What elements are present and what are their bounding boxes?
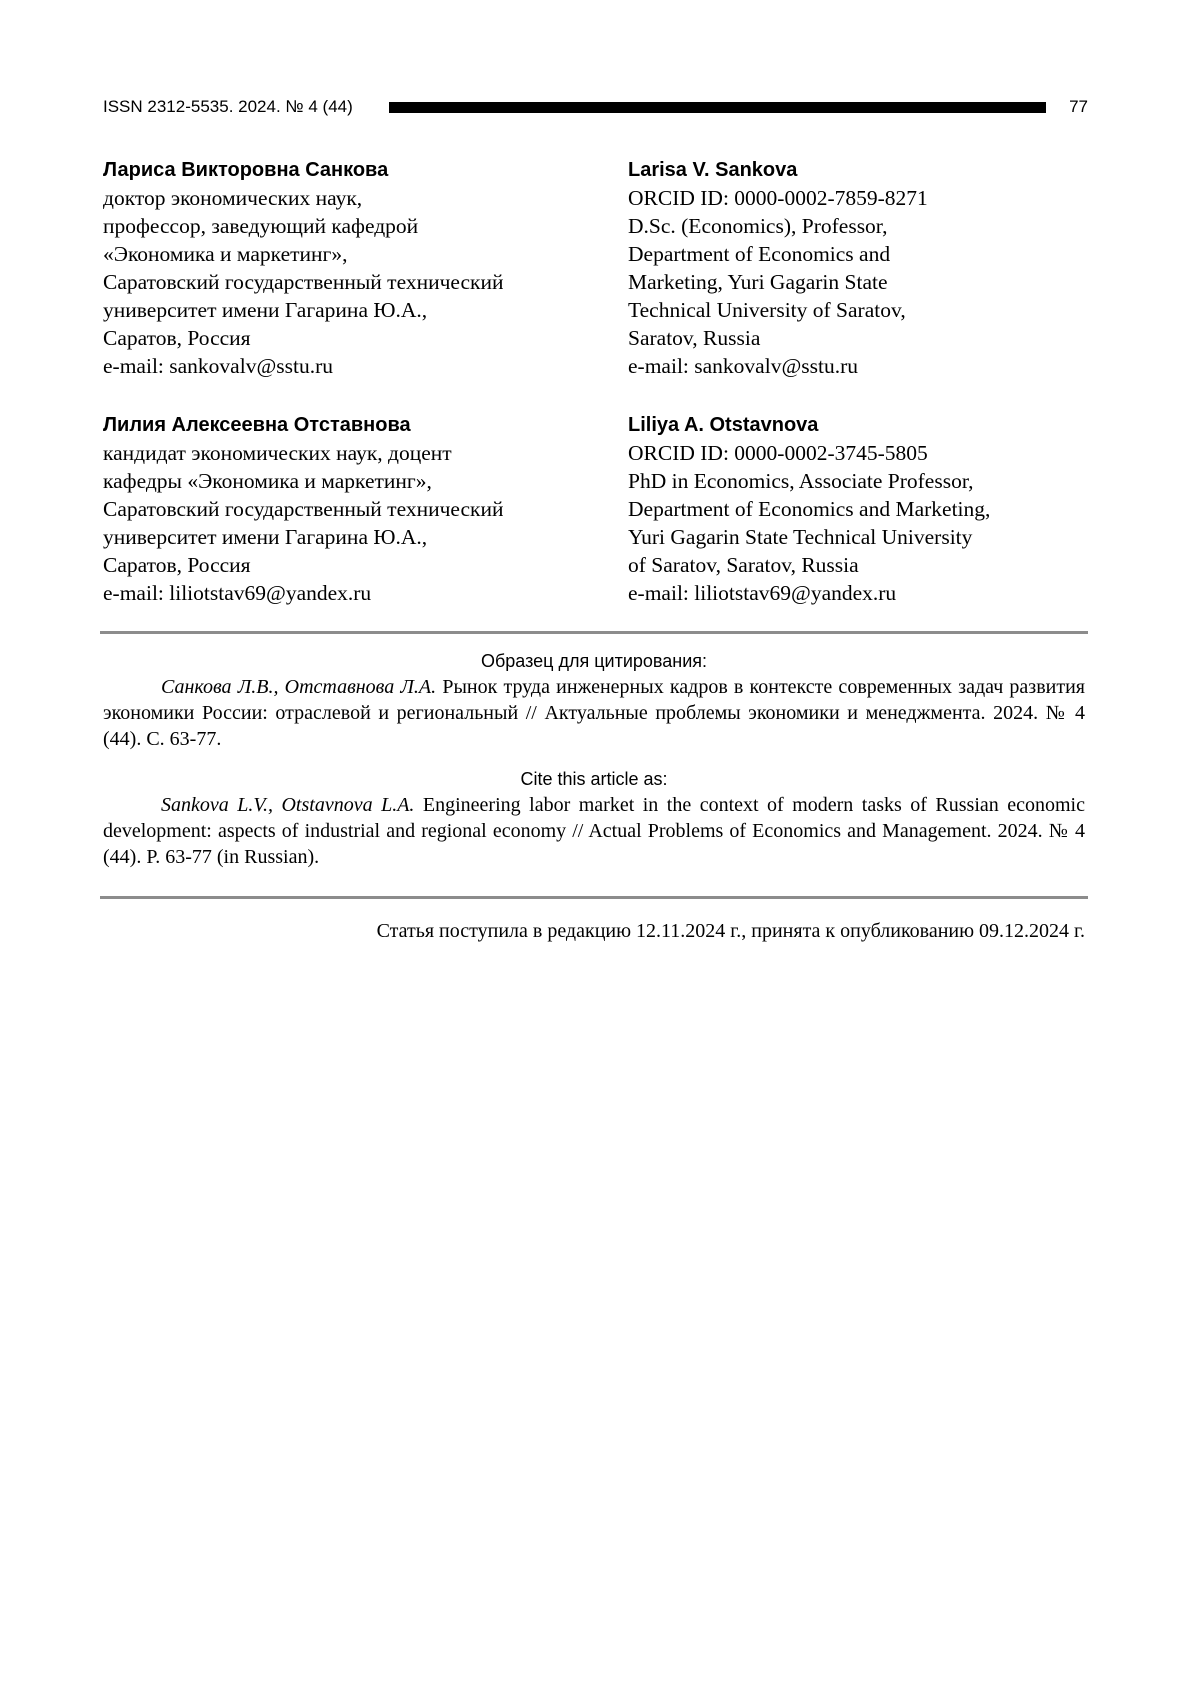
author-name-en: Liliya A. Otstavnova: [628, 414, 819, 436]
author-orcid: ORCID ID: 0000-0002-7859-8271: [628, 186, 928, 210]
author-name-ru: Лилия Алексеевна Отставнова: [103, 414, 411, 436]
author-line: PhD in Economics, Associate Professor,: [628, 469, 974, 493]
citation-heading-en: Cite this article as:: [520, 769, 668, 789]
citation-en: [103, 792, 1085, 870]
journal-issn: ISSN 2312-5535. 2024. № 4 (44): [103, 97, 353, 116]
author-line: Саратов, Россия: [103, 326, 251, 350]
author-line: кандидат экономических наук, доцент: [103, 441, 452, 465]
author-email: e-mail: liliotstav69@yandex.ru: [628, 581, 897, 605]
author-line: университет имени Гагарина Ю.А.,: [103, 525, 428, 549]
author-email: e-mail: sankovalv@sstu.ru: [103, 354, 333, 378]
citation-heading-ru: Образец для цитирования:: [480, 651, 708, 671]
author-name-ru: Лариса Викторовна Санкова: [103, 159, 389, 181]
author-line: Department of Economics and Marketing,: [628, 497, 991, 521]
author-line: профессор, заведующий кафедрой: [103, 214, 419, 238]
citation-authors-ru: Санкова Л.В., Отставнова Л.А.: [161, 676, 437, 698]
author-line: кафедры «Экономика и маркетинг»,: [103, 469, 432, 493]
received-note: Статья поступила в редакцию 12.11.2024 г., принята к опубликованию 09.12.2024 г.: [376, 920, 1085, 942]
running-header: [103, 95, 1088, 119]
author-line: Саратов, Россия: [103, 553, 251, 577]
author-block: [103, 411, 1088, 641]
author-line: Department of Economics and: [628, 242, 891, 266]
author-orcid: ORCID ID: 0000-0002-3745-5805: [628, 441, 928, 465]
author-name-en: Larisa V. Sankova: [628, 159, 798, 181]
citation-authors-en: Sankova L.V., Otstavnova L.A.: [161, 794, 415, 816]
citation-ru: [103, 674, 1085, 752]
author-block: [103, 156, 1088, 411]
author-line: университет имени Гагарина Ю.А.,: [103, 298, 428, 322]
author-line: of Saratov, Saratov, Russia: [628, 553, 859, 577]
author-line: Yuri Gagarin State Technical University: [628, 525, 973, 549]
author-line: Technical University of Saratov,: [628, 298, 906, 322]
citation-text-ru: Рынок труда инженерных кадров в контексте современных задач развития экономики России: отраслевой и региональный // Актуальные проблемы экономики и менеджмента. 2024. № 4 (44). С. 63-77.: [103, 676, 1085, 750]
header-bar: [389, 102, 1046, 113]
author-ru: [103, 411, 618, 607]
author-line: доктор экономических наук,: [103, 186, 363, 210]
author-line: Саратовский государственный технический: [103, 270, 504, 294]
author-en: [628, 156, 1098, 380]
author-email: e-mail: liliotstav69@yandex.ru: [103, 581, 372, 605]
author-line: «Экономика и маркетинг»,: [103, 242, 348, 266]
divider: [100, 631, 1088, 634]
citation-text-en: Engineering labor market in the context of modern tasks of Russian economic development: aspects of industrial and regional economy // Actual Problems of Economics and Management. 2024. № 4 (44). P. 63-77 (in Russian).: [103, 794, 1085, 868]
author-ru: [103, 156, 618, 380]
divider: [100, 896, 1088, 899]
author-email: e-mail: sankovalv@sstu.ru: [628, 354, 858, 378]
author-line: Саратовский государственный технический: [103, 497, 504, 521]
author-info: [103, 156, 1088, 641]
page-number: 77: [1069, 97, 1088, 116]
author-en: [628, 411, 1098, 607]
author-line: Marketing, Yuri Gagarin State: [628, 270, 888, 294]
author-line: Saratov, Russia: [628, 326, 761, 350]
author-line: D.Sc. (Economics), Professor,: [628, 214, 888, 238]
